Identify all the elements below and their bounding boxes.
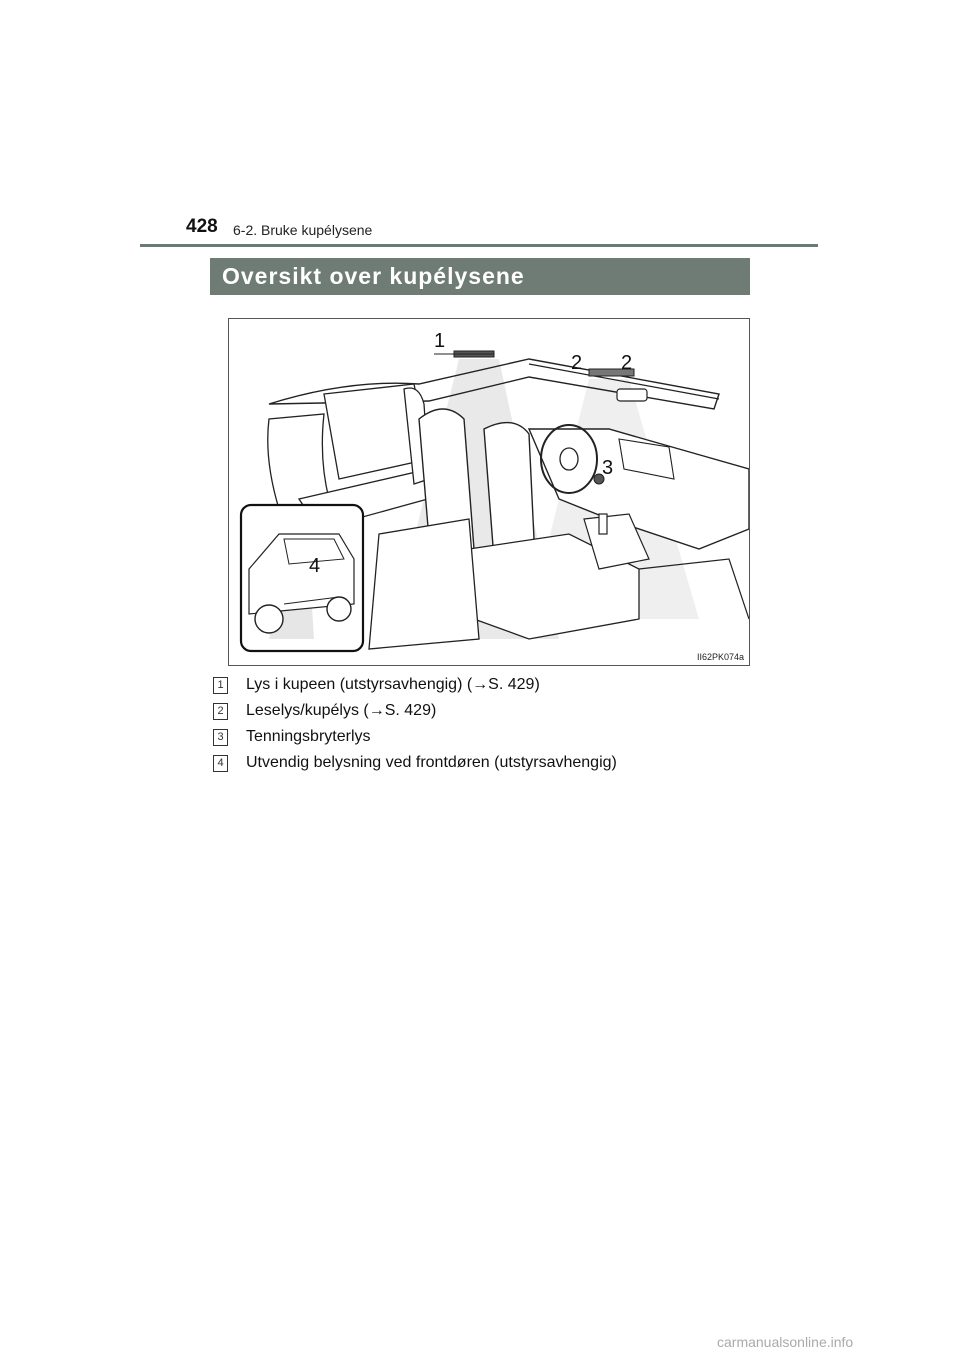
- legend-number-box: 3: [213, 729, 228, 746]
- svg-text:2: 2: [621, 352, 633, 374]
- callout-2b: [621, 352, 632, 374]
- figure-code: II62PK074a: [696, 652, 744, 662]
- header-rule: [140, 244, 818, 247]
- legend-text: Tenningsbryterlys: [246, 728, 371, 745]
- section-title: Oversikt over kupélysene: [210, 258, 750, 295]
- svg-text:1: 1: [434, 330, 446, 352]
- legend-number-box: 1: [213, 677, 228, 694]
- legend-text: Utvendig belysning ved frontdøren (utstyrsavhengig): [246, 754, 617, 771]
- watermark: carmanualsonline.info: [717, 1334, 854, 1350]
- callout-3: [602, 457, 613, 479]
- svg-text:3: 3: [602, 457, 614, 479]
- page-number: 428: [186, 216, 218, 237]
- svg-text:2: 2: [571, 352, 583, 374]
- callout-1: [434, 330, 494, 354]
- legend-text: Lys i kupeen (utstyrsavhengig) (→S. 429): [246, 676, 540, 693]
- legend-item: [213, 698, 773, 724]
- legend-item: [213, 672, 773, 698]
- svg-text:4: 4: [309, 555, 321, 577]
- legend-list: [213, 672, 773, 776]
- chapter-title: 6-2. Bruke kupélysene: [233, 222, 373, 238]
- legend-item: [213, 750, 773, 776]
- callout-2a: [571, 352, 582, 374]
- legend-text: Leselys/kupélys (→S. 429): [246, 702, 437, 719]
- legend-number-box: 2: [213, 703, 228, 720]
- legend-number-box: 4: [213, 755, 228, 772]
- legend-item: [213, 724, 773, 750]
- car-interior-drawing: [229, 319, 750, 666]
- interior-lights-illustration: [228, 318, 750, 666]
- callout-4: [309, 555, 320, 577]
